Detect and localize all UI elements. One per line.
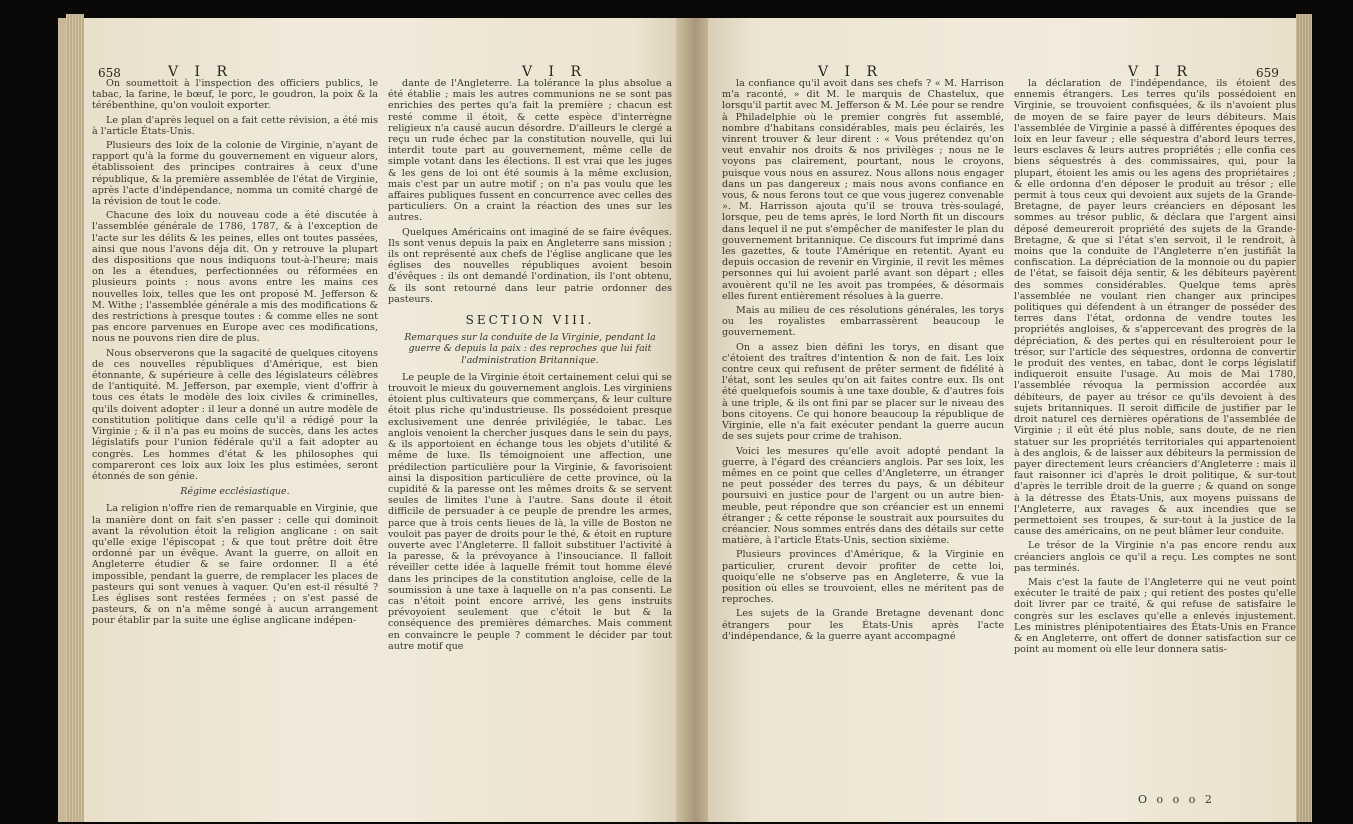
right-page (708, 18, 1308, 822)
paragraph: Les sujets de la Grande Bretagne devenant donc étrangers pour les États-Unis après l'acte d'indépendance, & la guerre ayant accompagné (722, 608, 1004, 642)
left-page (82, 18, 682, 822)
paragraph: Plusieurs des loix de la colonie de Virginie, n'ayant de rapport qu'à la forme du gouvernement en vigueur alors, établissoient des principes contraires à ceux d'une république, & la première assemblée de l'état de Virginie, après l'acte d'indépendance, nomma un comité chargé de la révision de tout le code. (92, 140, 378, 208)
paragraph: On a assez bien défini les torys, en disant que c'étoient des traîtres d'intention & non de fait. Les loix contre ceux qui refusent de prêter serment de fidélité à l'état, sont les seules qu'on ait faites contre eux. Ils ont été quelquefois soumis à une taxe double, & d'autres fois à une triple, & ils ont fini par se placer sur le niveau des bons citoyens. Ce qui honore beaucoup la république de Virginie, elle n'a fait exécuter pendant la guerre aucun de ses sujets pour crime de trahison. (722, 341, 1004, 443)
signature-mark: O o o o 2 (1138, 793, 1215, 806)
paragraph: On soumettoit à l'inspection des officiers publics, le tabac, la farine, le bœuf, le porc, le goudron, la poix & la térébenthine, qu'on vouloit exporter. (92, 78, 378, 112)
right-column-2 (1014, 78, 1296, 798)
paragraph: la confiance qu'il avoit dans ses chefs ? « M. Harrison m'a raconté, » dit M. le marquis de Chastelux, que lorsqu'il partit avec M. Jefferson & M. Lée pour se rendre à Philadelphie où le premier congrès fut assemblé, nombre d'habitans considérables, mais peu éclairés, les vinrent trouver & leur dirent : « Vous prétendez qu'on veut envahir nos droits & nos privilèges ; nous ne le voyons pas clairement, pourtant, nous le croyons, puisque vous nous en assurez. Nous allons nous engager dans un pas dangereux ; mais nous avons confiance en vous, & nous ferons tout ce que vous jugerez convenable ». M. Harrisson ajouta qu'il se trouva très-soulagé, lorsque, peu de tems après, le lord North fit un discours dans lequel il ne put s'empêcher de manifester le plan du gouvernement britannique. Ce discours fut imprimé dans les gazettes, & toute l'Amérique en retentit. Ayant eu depuis occasion de revenir en Virginie, il revit les mêmes personnes qui lui avoient parlé avant son départ ; elles avouèrent qu'il ne les avoit pas trompées, & désormais elles furent entièrement résolues à la guerre. (722, 78, 1004, 302)
right-running-head-2: V I R (1128, 64, 1194, 80)
paragraph: Plusieurs provinces d'Amérique, & la Virginie en particulier, crurent devoir profiter de cette loi, quoiqu'elle ne s'observe pas en Angleterre, & vue la position où elles se trouvoient, elles ne méritent pas de reproches. (722, 549, 1004, 606)
right-folio: 659 (1256, 66, 1279, 80)
paragraph: Mais c'est la faute de l'Angleterre qui ne veut point exécuter le traité de paix ; qui retient des postes qu'elle doit livrer par ce traité, & qui refuse de satisfaire le congrès sur les esclaves qu'elle a enlevés injustement. Les ministres plénipotentiaires des États-Unis en France & en Angleterre, ont offert de donner satisfaction sur ce point au moment où elle leur donnera satis- (1014, 576, 1296, 656)
paragraph: Voici les mesures qu'elle avoit adopté pendant la guerre, à l'égard des créanciers anglois. Par ses loix, les mêmes en ce point que celles d'Angleterre, un étranger ne peut posséder des terres du pays, & un débiteur poursuivi en justice pour de l'argent ou un autre bien-meuble, peut répondre que son créancier est un ennemi étranger ; & cette réponse le soustrait aux poursuites du créancier. Nous sommes entrés dans des détails sur cette matière, à l'article États-Unis, section sixième. (722, 445, 1004, 547)
book (58, 18, 1310, 822)
paragraph: Mais au milieu de ces résolutions générales, les torys ou les royalistes embarrassèrent beaucoup le gouvernement. (722, 305, 1004, 339)
paragraph: Quelques Américains ont imaginé de se faire évêques. Ils sont venus depuis la paix en Angleterre sans mission ; ils ont représenté aux chefs de l'église anglicane que les églises des nouvelles républiques avoient besoin d'évêques : ils ont demandé l'ordination, ils l'ont obtenu, & ils sont retourné dans leur patrie ordonner des pasteurs. (388, 226, 672, 305)
paragraph: Le peuple de la Virginie étoit certainement celui qui se trouvoit le mieux du gouvernement anglois. Les virginiens étoient plus cultivateurs que commerçans, & leur culture étoit plus riche qu'industrieuse. Ils possédoient presque exclusivement une denrée privilégiée, le tabac. Les anglois venoient la chercher jusques dans le sein du pays, & ils apportoient en échange tous les objets d'utilité & même de luxe. Ils témoignoient une affection, une prédilection particulière pour la Virginie, & favorisoient ainsi la disposition particulière de cette province, où la cupidité & la paresse ont les mêmes droits & se servent seules de limites l'une à l'autre. Sans doute il étoit difficile de persuader à ce peuple de prendre les armes, parce que à trois cents lieues de là, la ville de Boston ne vouloit pas payer de droits pour le thé, & étoit en rupture ouverte avec l'Angleterre. Il falloit substituer l'activité à la paresse, & la prévoyance à l'insouciance. Il falloit réveiller cette idée à laquelle frémit tout homme élevé dans les principes de la constitution angloise, celle de la soumission à une taxe à laquelle on n'a pas consenti. Le cas n'étoit point encore arrivé, les gens instruits prévoyoient seulement que c'étoit le but & la conséquence des premières démarches. Mais comment en convaincre le peuple ? comment le décider par tout autre motif que (388, 371, 672, 652)
paragraph: Le plan d'après lequel on a fait cette révision, a été mis à l'article États-Unis. (92, 114, 378, 137)
paragraph: la déclaration de l'indépendance, ils étoient des ennemis étrangers. Les terres qu'ils possédoient en Virginie, se trouvoient confisquées, & ils n'avoient plus de moyen de se faire payer de leurs débiteurs. Mais l'assemblée de Virginie a passé à différentes époques des loix en leur faveur ; elle séquestra d'abord leurs terres, leurs esclaves & leurs autres propriétés ; elle confia ces biens séquestrés à des commissaires, qui, pour la plupart, étoient les amis ou les agens des propriétaires ; & elle ordonna d'en déposer le produit au trésor ; elle permit à tous ceux qui devoient aux sujets de la Grande-Bretagne, de payer leurs créanciers en déposant les sommes au trésor public, & déclara que l'argent ainsi déposé demeureroit propriété des sujets de la Grande-Bretagne, & que si l'état s'en servoit, il le rendroit, à moins que la conduite de l'Angleterre n'en justifiât la confiscation. La dépréciation de la monnoie ou du papier de l'état, se faisoit déja sentir, & les débiteurs payèrent des sommes considérables. Quelque tems après l'assemblée ne voulant rien changer aux principes politiques qui défendent à un étranger de posséder des terres dans l'état, ordonna de vendre toutes les propriétés angloises, & s'appercevant des progrès de la dépréciation, & des pertes qui en résulteroient pour le trésor, sur l'article des séquestres, ordonna de convertir le produit des ventes, en tabac, dont le corps législatif indiqueroit ensuite l'usage. Au mois de Mai 1780, l'assemblée révoqua la permission accordée aux débiteurs, de payer au trésor ce qu'ils devoient à des sujets britanniques. Il seroit difficile de justifier par le droit naturel ces dernières opérations de l'assemblée de Virginie ; il eût été plus noble, sans doute, de ne rien statuer sur les propriétés territoriales qui appartenoient à des anglois, & de laisser aux débiteurs la permission de payer directement leurs créanciers d'Angleterre : mais il faut raisonner ici d'après le droit politique, & sur-tout d'après le terrible droit de la guerre ; & quand on songe à la détresse des États-Unis, aux moyens puissans de l'Angleterre, aux ravages & aux incendies que se permettoient ses troupes, & sur-tout à la justice de la cause des américains, on ne peut blâmer leur conduite. (1014, 78, 1296, 538)
left-running-head-1: V I R (168, 64, 234, 80)
left-page-edges (66, 14, 84, 822)
left-column-1 (92, 78, 378, 798)
right-page-edges (1296, 14, 1312, 822)
left-folio: 658 (98, 66, 121, 80)
right-running-head-1: V I R (818, 64, 884, 80)
subheading-regime: Régime ecclésiastique. (180, 486, 290, 498)
section-summary: Remarques sur la conduite de la Virginie, pendant la guerre & depuis la paix : des reproches que lui fait l'administration Britannique. (404, 332, 656, 366)
left-running-head-2: V I R (522, 64, 588, 80)
section-heading: SECTION VIII. (465, 313, 595, 328)
paragraph: Chacune des loix du nouveau code a été discutée à l'assemblée générale de 1786, 1787, & à l'exception de l'acte sur les délits & les peines, elles ont toutes passées, ainsi que nous l'avons déja dit. On y retrouve la plupart des dispositions que nous indiquons tout-à-l'heure; mais on les a étendues, perfectionnées ou réformées en plusieurs points : nous avons entre les mains ces nouvelles loix, telles que les ont proposé M. Jefferson & M. Withe ; l'assemblée générale a mis des modifications & des restrictions à presque toutes : & comme elles ne sont pas encore parvenues en Europe avec ces modifications, nous ne pouvons rien dire de plus. (92, 210, 378, 345)
left-column-2 (388, 78, 672, 798)
paragraph: La religion n'offre rien de remarquable en Virginie, que la manière dont on fait s'en passer : celle qui dominoit avant la révolution étoit la religion anglicane : on sait qu'elle exige l'épiscopat ; & que tout prêtre doit être ordonné par un évêque. Avant la guerre, on alloit en Angleterre étudier & se faire ordonner. Il a été impossible, pendant la guerre, de remplacer les places de pasteurs qui sont venues à vaquer. Qu'en est-il résulté ? Les églises sont restées fermées ; on s'est passé de pasteurs, & on n'a même songé à aucun arrangement pour établir par la suite une église anglicane indépen- (92, 503, 378, 627)
paragraph: Nous observerons que la sagacité de quelques citoyens de ces nouvelles républiques d'Amérique, est bien étonnante, & supérieure à celle des législateurs célèbres de l'antiquité. M. Jefferson, par exemple, vient d'offrir à tous ces états le modèle des loix civiles & criminelles, qu'ils doivent adopter : il leur a donné un autre modèle de constitution politique dans celle qu'il a rédigé pour la Virginie ; & il n'a pas eu moins de succès, dans les actes législatifs pour l'union fédérale qu'il a fait adopter au congrès. Les hommes d'état & les philosophes qui compareront ces loix aux loix les plus estimées, seront étonnés de son génie. (92, 347, 378, 482)
right-column-1 (722, 78, 1004, 798)
paragraph: dante de l'Angleterre. La tolérance la plus absolue a été établie ; mais les autres communions ne se sont pas enrichies des pertes qu'a fait la première ; chacun est resté comme il étoit, & cette espèce d'interrègne religieux n'a causé aucun désordre. D'ailleurs le clergé a reçu un rude échec par la constitution nouvelle, qui lui interdit toute part au gouvernement, même celle de simple votant dans les élections. Il est vrai que les juges & les gens de loi ont été soumis à la même exclusion, mais c'est par un autre motif ; on n'a pas voulu que les affaires publiques fussent en concurrence avec celles des particuliers. On a craint la réaction des unes sur les autres. (388, 78, 672, 224)
paragraph: Le trésor de la Virginie n'a pas encore rendu aux créanciers anglois ce qu'il a reçu. Les comptes ne sont pas terminés. (1014, 540, 1296, 574)
